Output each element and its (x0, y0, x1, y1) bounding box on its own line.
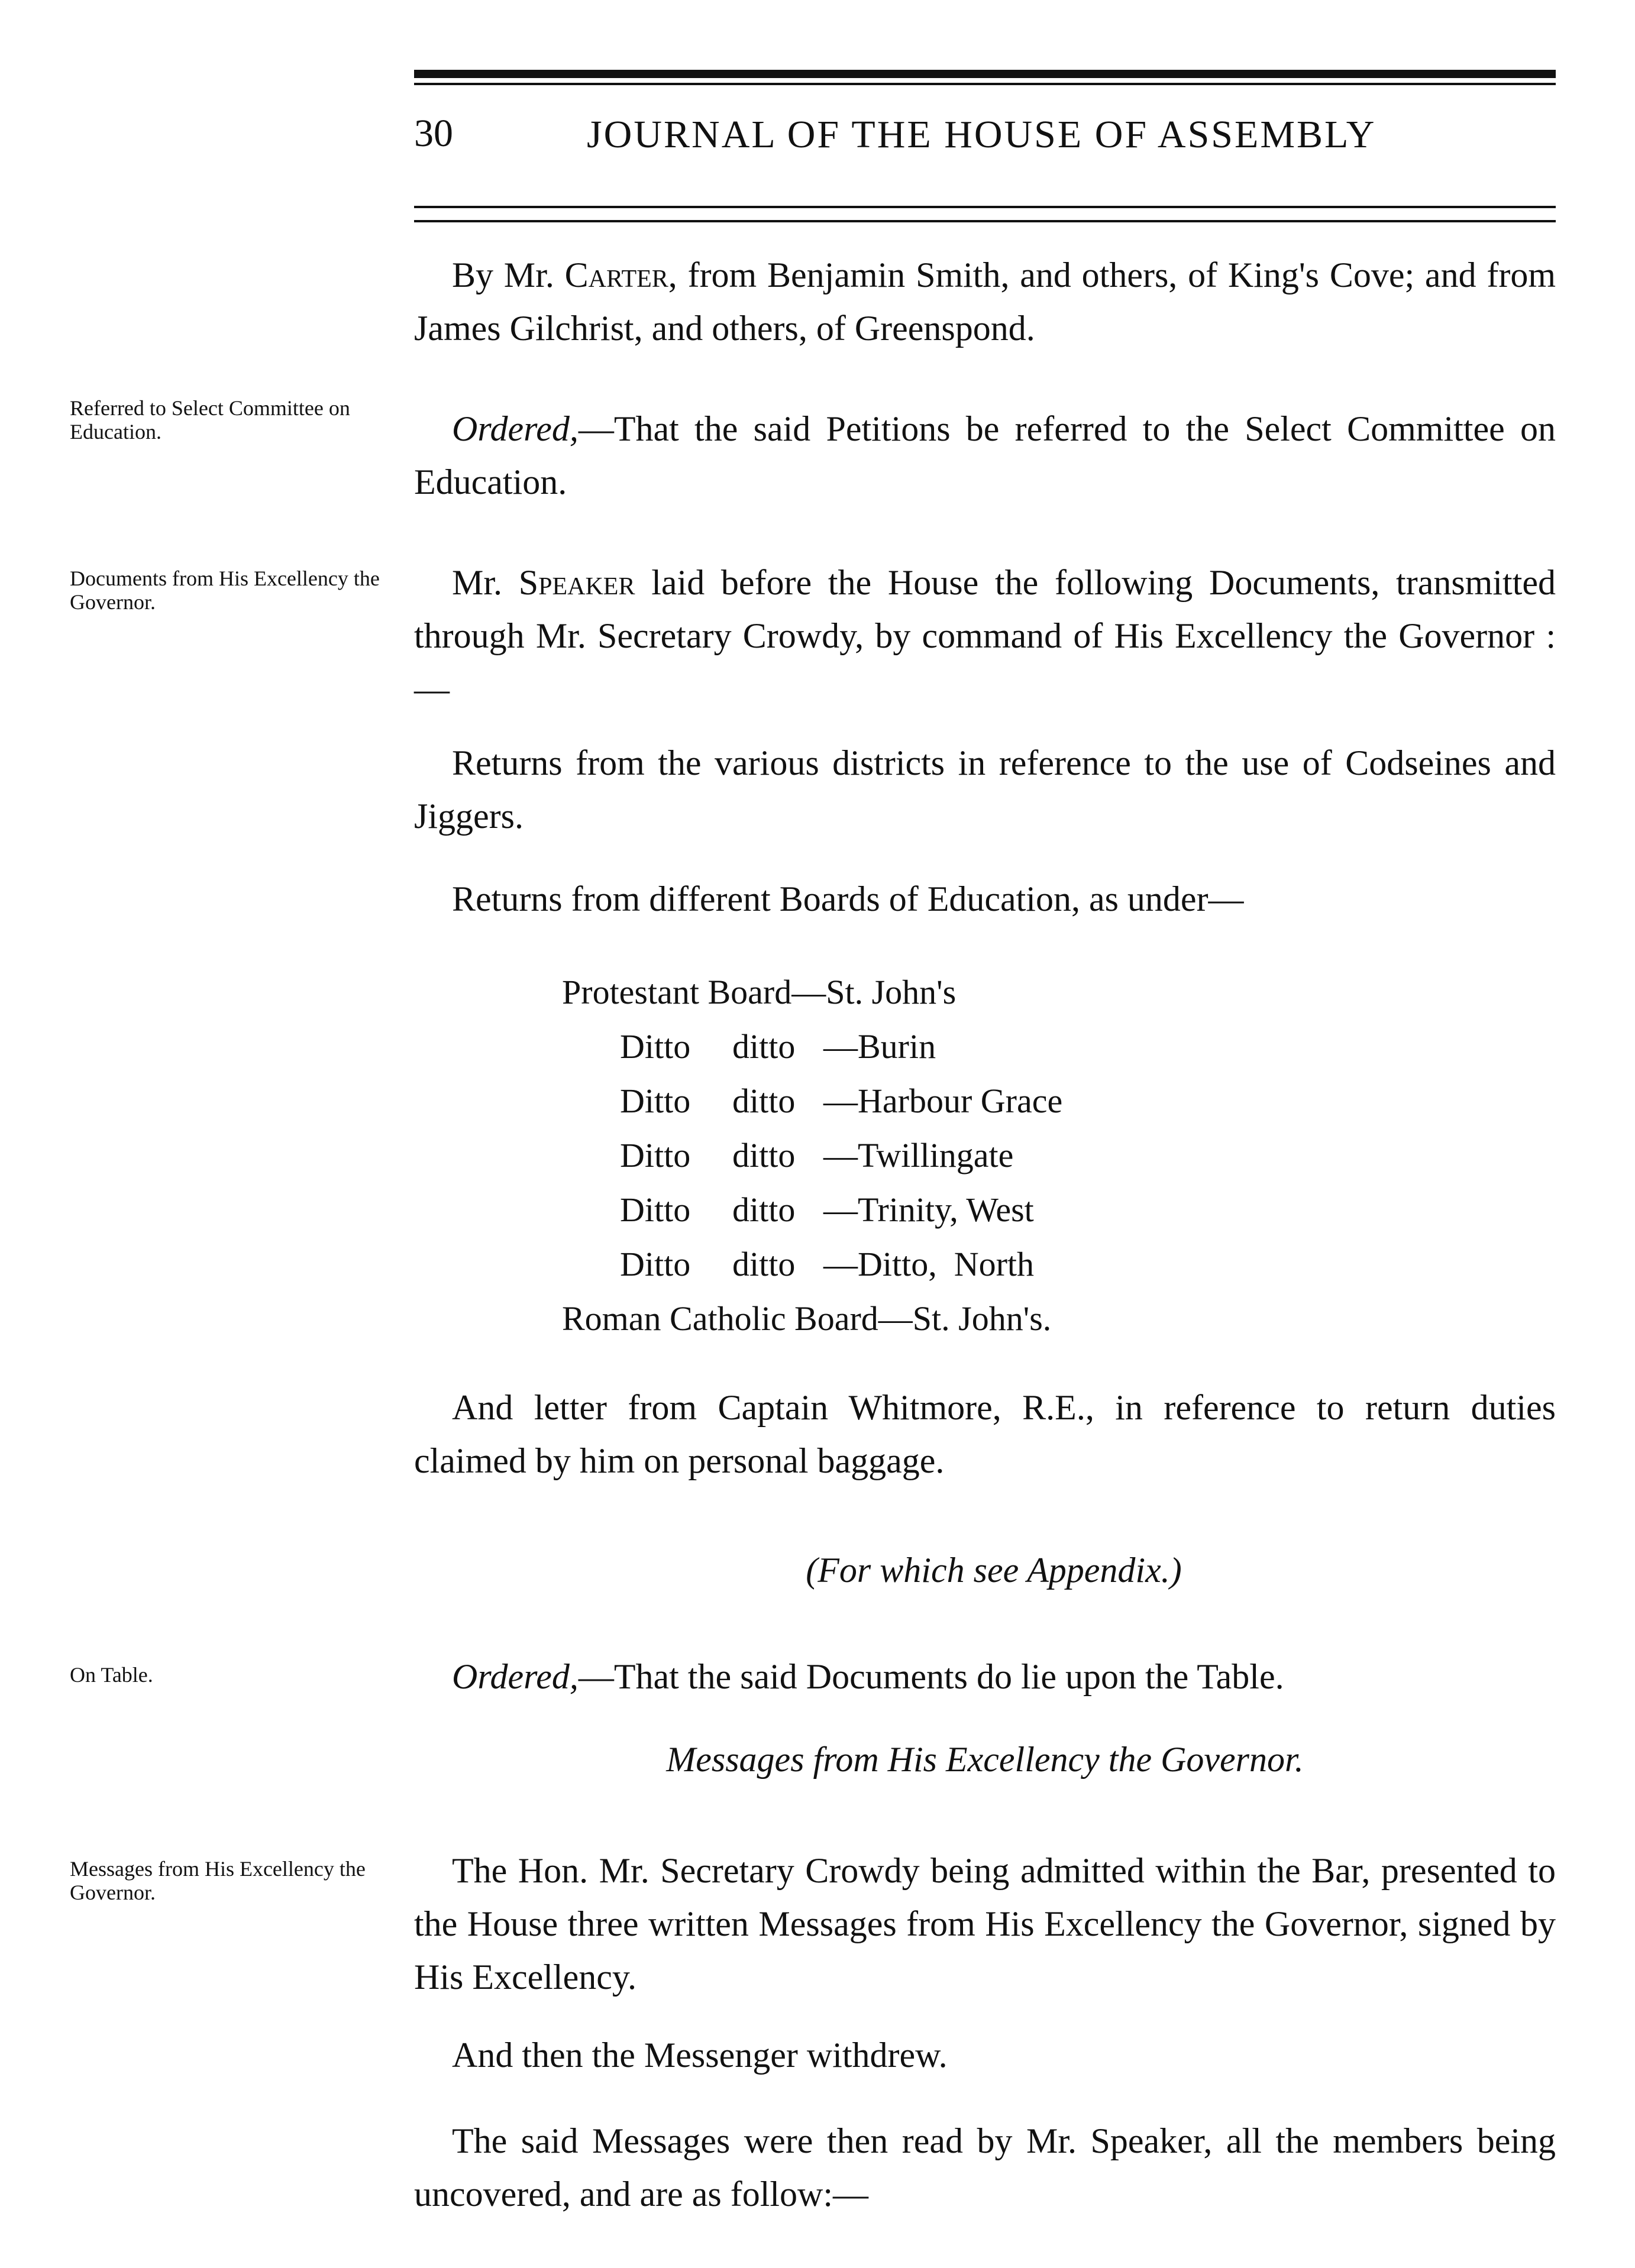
ditto-cell: ditto (732, 1136, 796, 1175)
paragraph-returns-boards: Returns from different Boards of Education, as under— (452, 879, 1244, 918)
margin-note-on-table: On Table. (70, 1663, 153, 1687)
margin-note-messages: Messages from His Excellency the Governor. (70, 1857, 366, 1904)
board-roman-catholic (562, 1292, 1062, 1346)
messages-heading: Messages from His Excellency the Governor. (666, 1740, 1304, 1779)
boards-list (562, 965, 1062, 1346)
page-number: 30 (414, 112, 453, 155)
board-last-text: Roman Catholic Board—St. John's. (562, 1299, 1052, 1338)
ordered-label: Ordered, (452, 1657, 579, 1696)
speaker-name: Speaker (518, 563, 635, 602)
paragraph-returns-districts: Returns from the various districts in reference to the use of Codseines and Jiggers. (414, 743, 1556, 836)
board-ditto-row (562, 1074, 1062, 1128)
paragraph-ordered-table (414, 1650, 1556, 1703)
ditto-cell: ditto (732, 1190, 796, 1229)
p3-text-after: laid before the House the following Documents, transmitted through Mr. Secretary Crowdy, by command of His Excellency the Governor :— (414, 563, 1556, 708)
ditto-cell: Ditto (620, 1136, 691, 1175)
margin-note-referred: Referred to Select Committee on Education. (70, 396, 350, 444)
p2-text: —That the said Petitions be referred to the Select Committee on Education. (414, 409, 1556, 502)
ditto-cell: Ditto (620, 1245, 691, 1283)
header-rule-thick (414, 70, 1556, 78)
paragraph-messenger-withdrew: And then the Messenger withdrew. (452, 2036, 948, 2075)
paragraph-ordered-referral (414, 402, 1556, 509)
board-place: —Trinity, West (823, 1190, 1034, 1229)
appendix-note: (For which see Appendix.) (806, 1551, 1182, 1590)
ordered-label: Ordered, (452, 409, 579, 448)
header-double-rule-top (414, 206, 1556, 208)
board-ditto-row (562, 1237, 1062, 1292)
paragraph-petitions (414, 248, 1556, 355)
running-title: JOURNAL OF THE HOUSE OF ASSEMBLY (587, 113, 1376, 156)
board-ditto-row (562, 1183, 1062, 1237)
p1-text-after: , from Benjamin Smith, and others, of King's Cove; and from James Gilchrist, and others, of Greenspond. (414, 255, 1556, 348)
ditto-cell: Ditto (620, 1027, 691, 1066)
header-rule-thin (414, 83, 1556, 85)
p1-text-before: By Mr. (452, 255, 565, 295)
paragraph-secretary-crowdy: The Hon. Mr. Secretary Crowdy being admitted within the Bar, presented to the House three written Messages from His Excellency the Governor, signed by His Excellency. (414, 1851, 1556, 1997)
paragraph-documents (414, 556, 1556, 716)
paragraph-messages-read: The said Messages were then read by Mr. Speaker, all the members being uncovered, and are as follow:— (414, 2121, 1556, 2214)
board-place: —Harbour Grace (823, 1082, 1063, 1120)
member-name-carter: Carter (564, 255, 668, 295)
board-protestant-st-johns (562, 965, 1062, 1020)
ditto-cell: Ditto (620, 1190, 691, 1229)
p7-text: —That the said Documents do lie upon the Table. (578, 1657, 1284, 1696)
header-double-rule-bottom (414, 220, 1556, 222)
board-place: —Ditto, North (823, 1245, 1035, 1283)
board-place: —Burin (823, 1027, 936, 1066)
board-ditto-row (562, 1128, 1062, 1183)
board-ditto-row (562, 1020, 1062, 1074)
p3-text-before: Mr. (452, 563, 519, 602)
board-first-text: Protestant Board—St. John's (562, 973, 957, 1011)
ditto-cell: ditto (732, 1082, 796, 1120)
margin-note-documents: Documents from His Excellency the Governor. (70, 567, 380, 614)
board-place: —Twillingate (823, 1136, 1014, 1175)
ditto-cell: ditto (732, 1027, 796, 1066)
ditto-cell: Ditto (620, 1082, 691, 1120)
paragraph-letter-whitmore: And letter from Captain Whitmore, R.E., in reference to return duties claimed by him on personal baggage. (414, 1388, 1556, 1480)
ditto-cell: ditto (732, 1245, 796, 1283)
